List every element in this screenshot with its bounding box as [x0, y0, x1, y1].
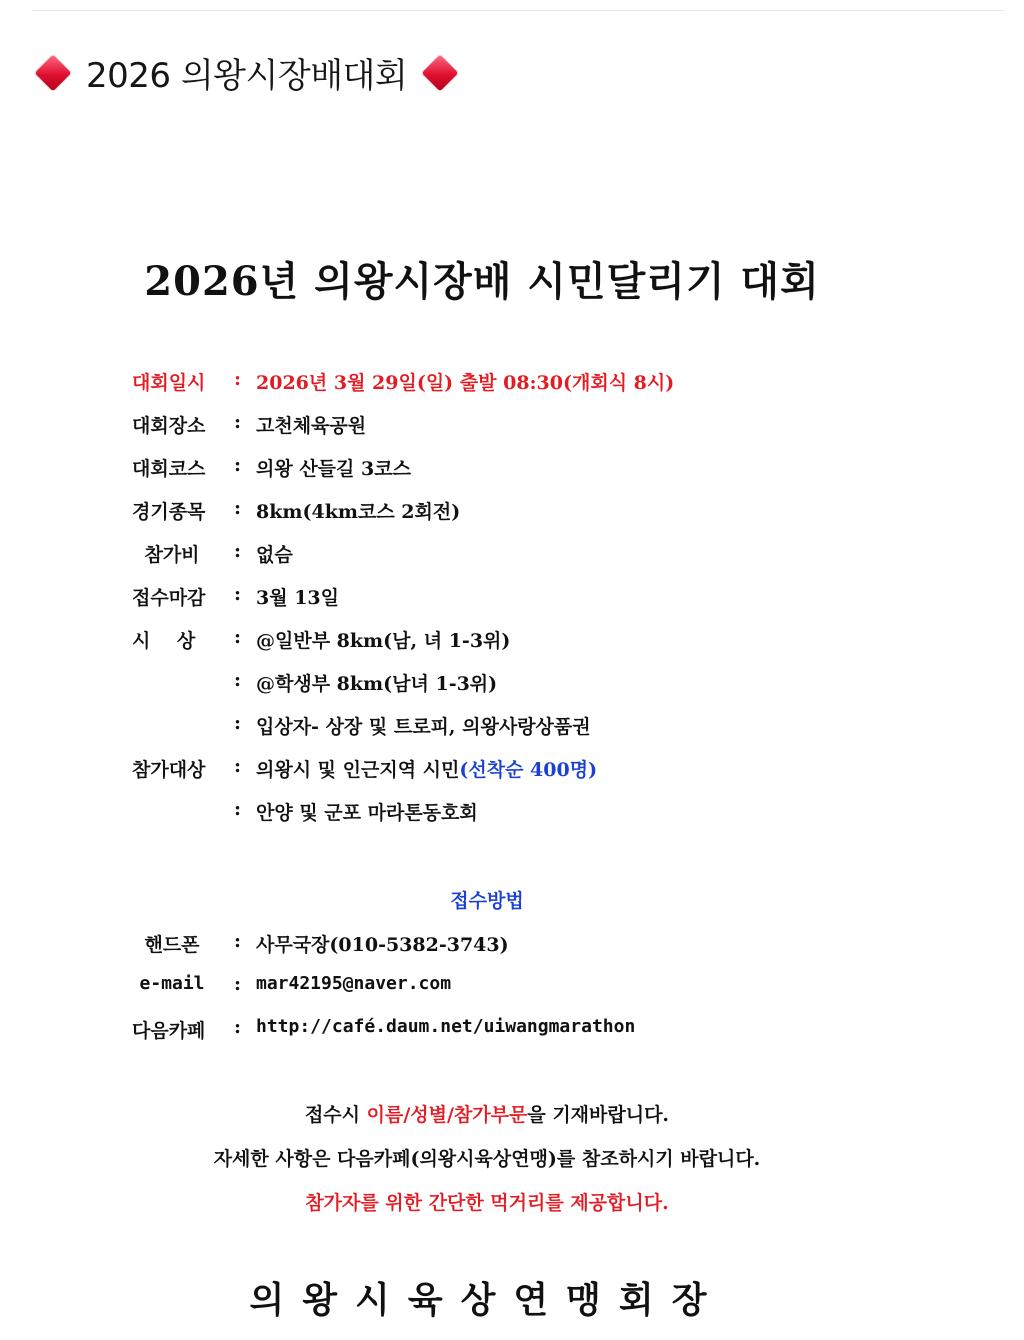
post-title: 2026 의왕시장배대회	[86, 56, 408, 96]
email-link[interactable]: mar42195@naver.com	[256, 973, 452, 994]
red-diamond-icon	[422, 54, 459, 91]
top-divider	[32, 10, 1004, 11]
cafe-link[interactable]: http://café.daum.net/uiwangmarathon	[256, 1016, 636, 1037]
document-title: 2026년 의왕시장배 시민달리기 대회	[144, 258, 820, 305]
note-line-1: 접수시 이름/성별/참가부문을 기재바랍니다.	[304, 1104, 670, 1126]
organizer-signature: 의왕시육상연맹회장	[249, 1279, 725, 1321]
note-line-3: 참가자를 위한 간단한 먹거리를 제공합니다.	[305, 1192, 669, 1214]
post-header	[34, 48, 459, 97]
contact-section-title: 접수방법	[450, 890, 524, 912]
notes	[0, 1100, 974, 1232]
note-line-2: 자세한 사항은 다음카페(의왕시육상연맹)를 참조하시기 바랍니다.	[213, 1148, 761, 1170]
red-diamond-icon	[35, 54, 72, 91]
eligibility-limit: (선착순 400명)	[459, 759, 598, 781]
